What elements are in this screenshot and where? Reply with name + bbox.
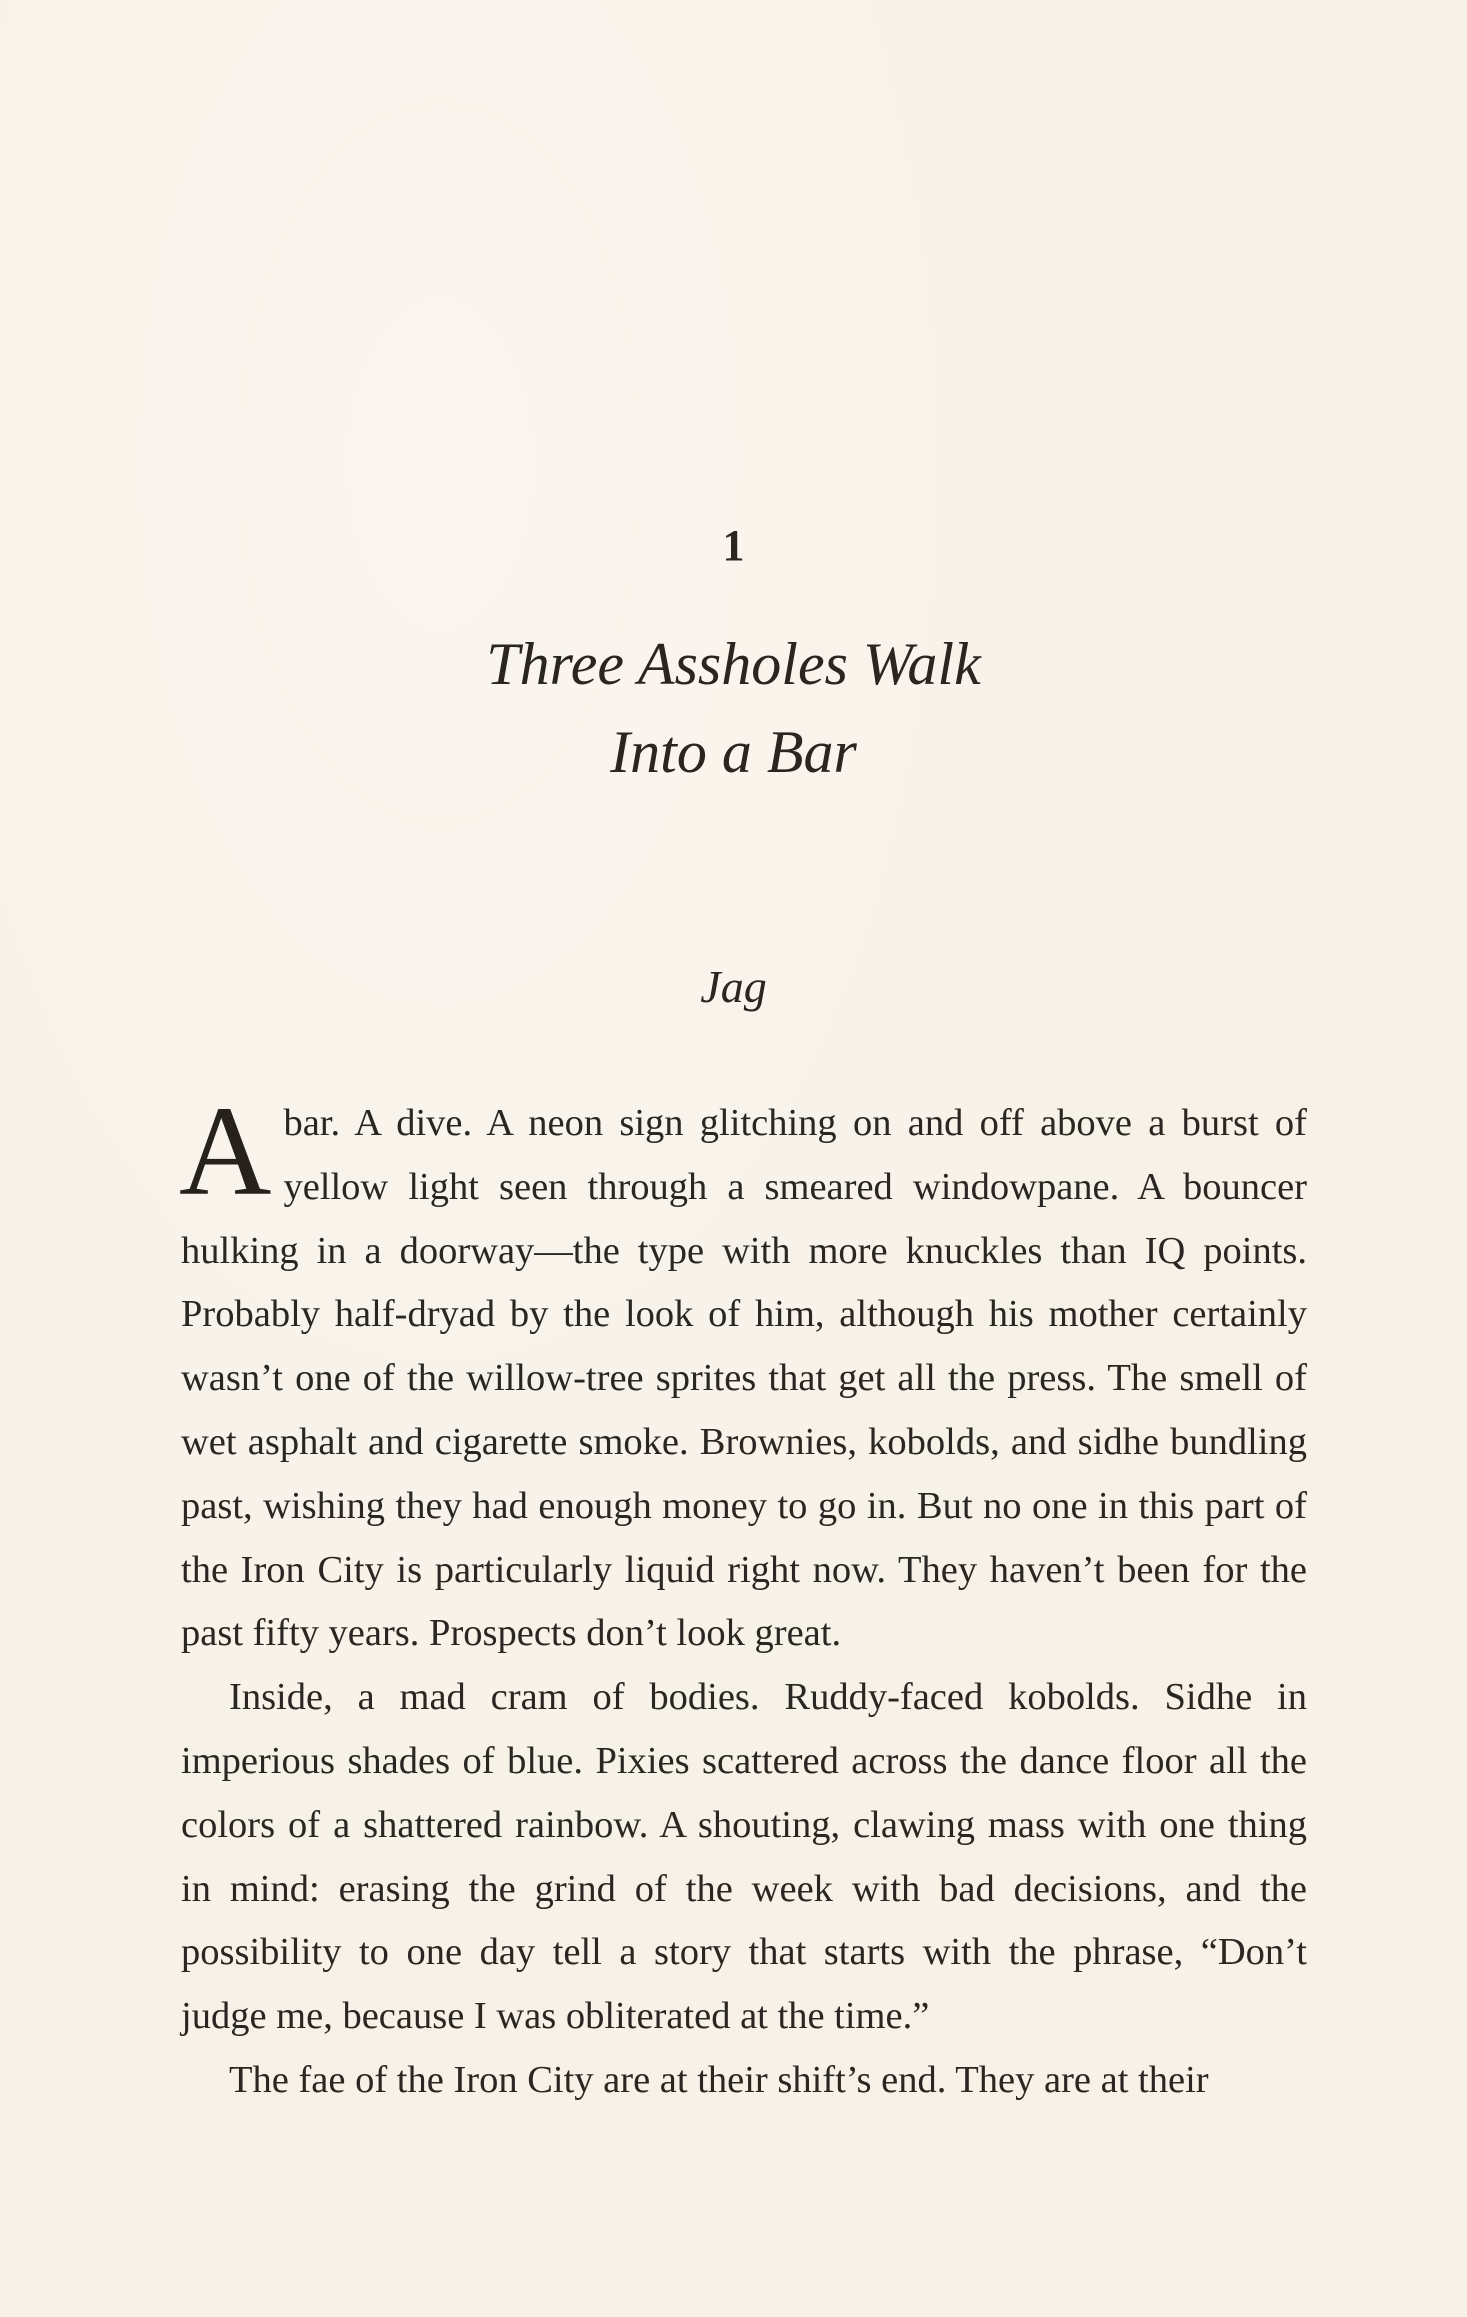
chapter-title-line-1: Three Assholes Walk <box>486 631 981 697</box>
chapter-body-text <box>179 1080 1307 2113</box>
chapter-title-line-2: Into a Bar <box>610 719 857 785</box>
chapter-number: 1 <box>722 521 745 570</box>
paragraph-1-text: bar. A dive. A neon sign glitching on and off above a burst of yellow light seen through a smeared windowpane. A bouncer hulking in a doorway—the type with more knuckles than IQ points. Probably half-dryad by the look of him, although his mother certainly wasn’t one of the willow-tree sprites that get all the press. The smell of wet asphalt and cigarette smoke. Brownies, kobolds, and sidhe bundling past, wishing they had enough money to go in. But no one in this part of the Iron City is particularly liquid right now. They haven’t been for the past fifty years. Prospects don’t look great. <box>181 1102 1307 1655</box>
drop-cap: A <box>179 1080 272 1222</box>
chapter-title <box>0 620 1467 796</box>
paragraph-2: Inside, a mad cram of bodies. Ruddy-faced kobolds. Sidhe in imperious shades of blue. Pixies scattered across the dance floor all the colors of a shattered rainbow. A shouting, clawing mass with one thing in mind: erasing the grind of the week with bad decisions, and the possibility to one day tell a story that starts with the phrase, “Don’t judge me, because I was obliterated at the time.” <box>181 1676 1307 2038</box>
pov-character-heading: Jag <box>700 961 767 1012</box>
paragraph-3: The fae of the Iron City are at their shift’s end. They are at their <box>229 2058 1209 2101</box>
paragraph-1 <box>179 1080 1307 1666</box>
